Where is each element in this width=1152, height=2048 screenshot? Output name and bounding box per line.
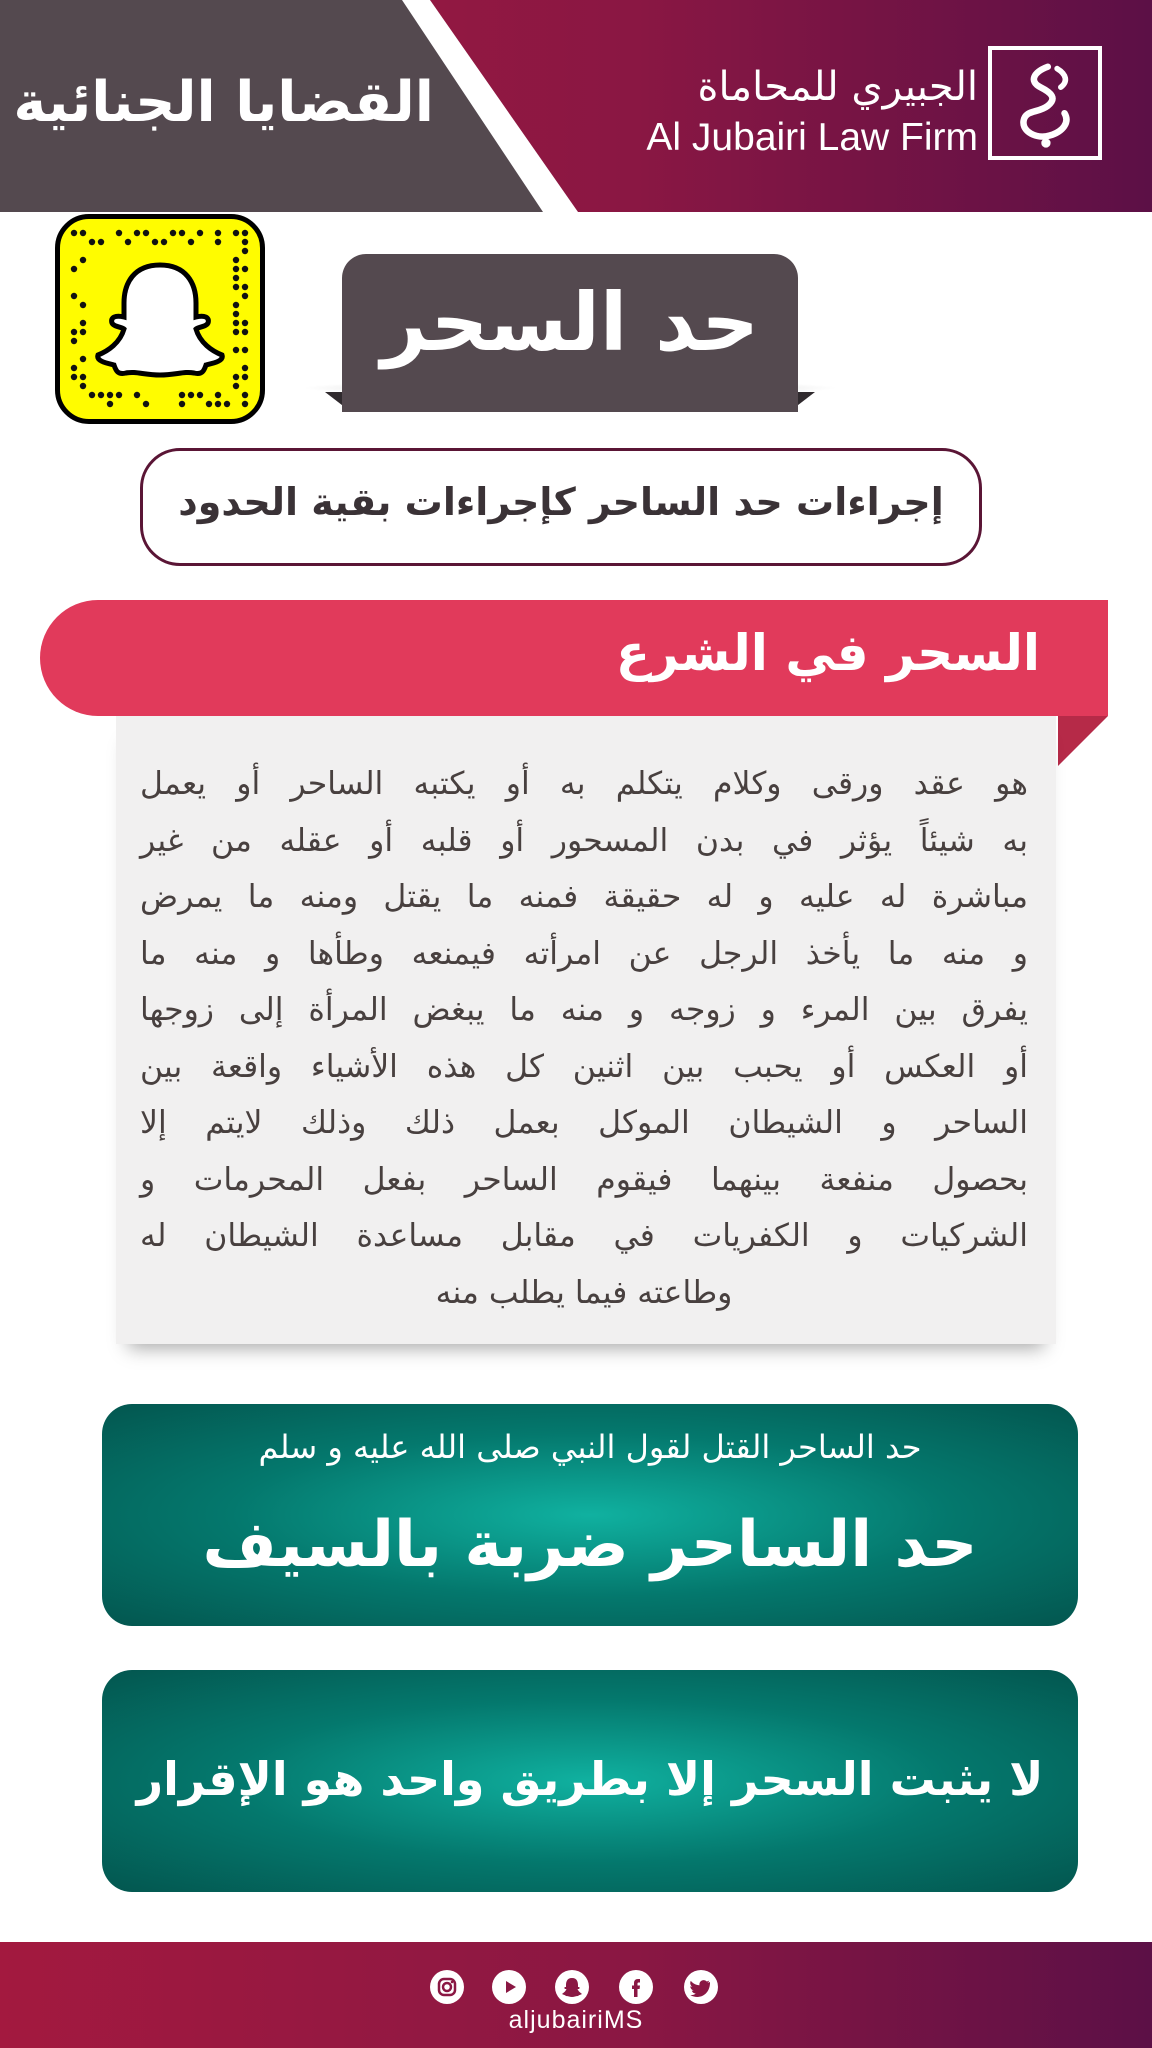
definition-text xyxy=(140,756,1028,1321)
definition-line: الشركيات و الكفريات في مقابل مساعدة الشيطان له xyxy=(140,1218,1028,1254)
snapchat-icon[interactable] xyxy=(555,1970,589,2004)
instagram-icon[interactable] xyxy=(430,1970,464,2004)
section-heading: السحر في الشرع xyxy=(615,624,1040,682)
definition-line: أو العكس أو يحبب بين اثنين كل هذه الأشياء واقعة بين xyxy=(140,1048,1028,1085)
youtube-icon[interactable] xyxy=(492,1970,526,2004)
snapchat-ghost-icon xyxy=(60,219,260,419)
definition-line: يفرق بين المرء و زوجه و منه ما يبغض المرأة إلى زوجها xyxy=(140,992,1028,1028)
page-title: حد السحر xyxy=(380,276,759,369)
definition-line: به شيئاً يؤثر في بدن المسحور أو قلبه أو عقله من غير xyxy=(140,822,1028,859)
firm-name-arabic: الجبيري للمحاماة xyxy=(697,64,978,110)
definition-line: مباشرة له عليه و له حقيقة فمنه ما يقتل ومنه ما يمرض xyxy=(140,879,1028,915)
definition-line: بحصول منفعة بينهما فيقوم الساحر بفعل المحرمات و xyxy=(140,1161,1028,1198)
definition-line: وطاعته فيما يطلب منه xyxy=(435,1274,733,1311)
definition-line: هو عقد ورقى وكلام يتكلم به أو يكتبه الساحر أو يعمل xyxy=(140,766,1028,802)
twitter-icon[interactable] xyxy=(684,1970,718,2004)
section-label: القضايا الجنائية xyxy=(13,70,434,135)
facebook-icon[interactable] xyxy=(619,1970,653,2004)
subtitle-text: إجراءات حد الساحر كإجراءات بقية الحدود xyxy=(178,480,944,524)
social-handle[interactable]: aljubairiMS xyxy=(508,2006,644,2034)
proof-text: لا يثبت السحر إلا بطريق واحد هو الإقرار xyxy=(136,1752,1044,1806)
firm-name-english: Al Jubairi Law Firm xyxy=(646,116,978,159)
law-firm-logo-icon[interactable] xyxy=(988,46,1102,160)
snapcode[interactable] xyxy=(55,214,265,424)
hadith-quote: حد الساحر ضربة بالسيف xyxy=(202,1508,978,1582)
hadith-intro: حد الساحر القتل لقول النبي صلى الله عليه و سلم xyxy=(258,1428,922,1466)
definition-line: الساحر و الشيطان الموكل بعمل ذلك وذلك لايتم إلا xyxy=(140,1105,1028,1141)
definition-line: و منه ما يأخذ الرجل عن امرأته فيمنعه وطأها و منه ما xyxy=(140,935,1028,972)
section-heading-fold xyxy=(1058,716,1108,766)
